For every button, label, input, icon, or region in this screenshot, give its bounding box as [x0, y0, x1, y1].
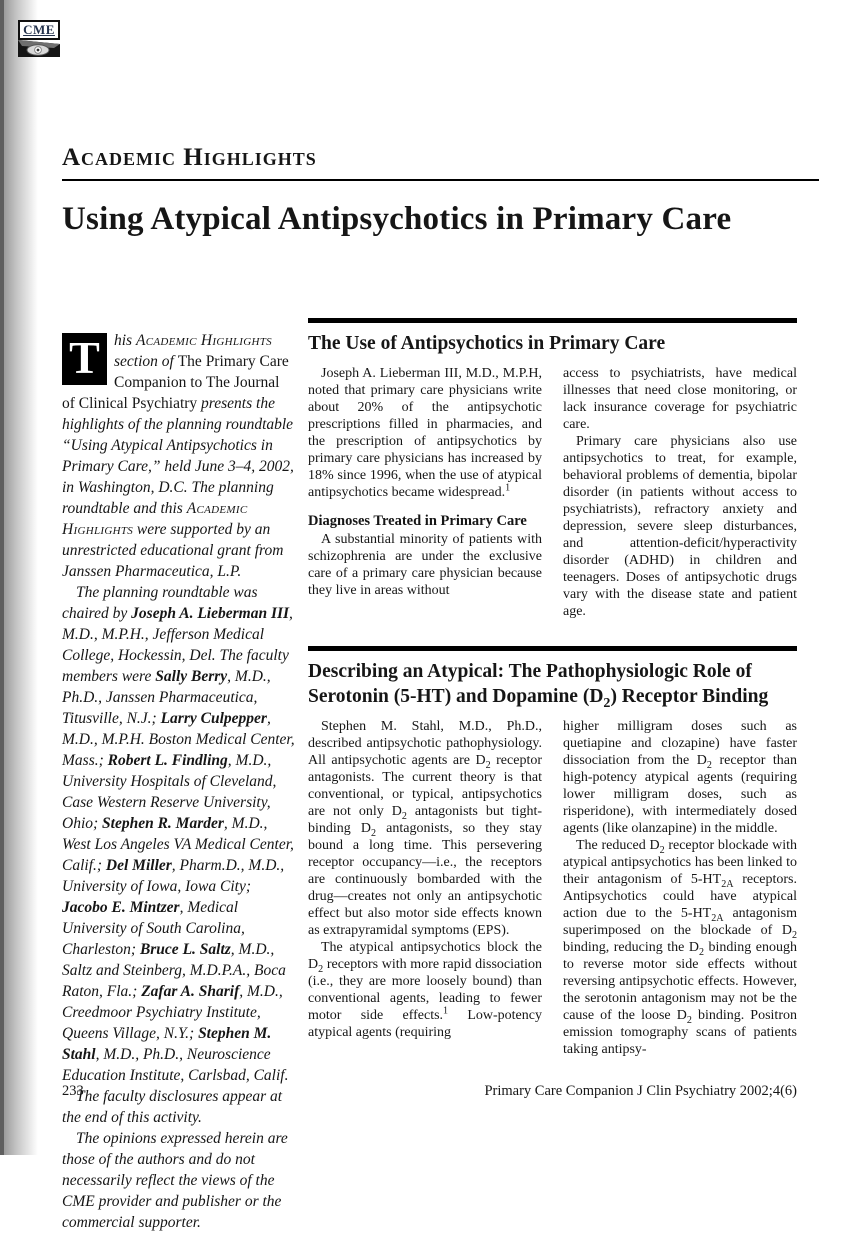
cme-eye-icon [18, 40, 60, 57]
main-content [308, 318, 797, 1058]
paragraph-schizophrenia: A substantial minority of patients with schizophrenia are under the exclusive care of a primary care physician because they live in areas without [308, 532, 542, 598]
page-number: 233 [62, 1083, 84, 1099]
section-use-of-antipsychotics [308, 318, 797, 620]
paragraph-higher-doses: higher milligram doses such as quetiapine and clozapine) have faster dissociation from the $D_2$ receptor than high-potency atypical agents (requiring lower milligram doses, such as risperidone), with intermediately dosed agents (like olanzapine) in the middle. [563, 719, 797, 836]
intro-paragraph-4: The opinions expressed herein are those of the authors and do not necessarily reflect the views of the CME provider and publisher or the commercial supporter. [62, 1130, 288, 1231]
section-2-title [308, 659, 797, 709]
scan-edge-gradient [0, 0, 38, 1155]
intro-paragraph-1 [62, 330, 296, 582]
section-2-column-2 [563, 718, 797, 1058]
section-1-column-1 [308, 365, 542, 620]
intro-paragraph-1-text: his Academic Highlights section of The Primary Care Companion to The Journal of Clinical Psychiatry presents the highlights of the planning roundtable “Using Atypical Antipsychotics in Primary Care,” held June 3–4, 2002, in Washington, D.C. The planning roundtable and this Academic Highlights were supported by an unrestricted educational grant from Janssen Pharmaceutica, L.P. [62, 332, 294, 580]
paragraph-lieberman: Joseph A. Lieberman III, M.D., M.P.H, noted that primary care physicians write about 20% of the antipsychotic prescriptions filled in pharmacies, and the prescription of antipsychotics by primary care physicians has increased by 18% since 1996, when the use of atypical antipsychotics became widespread.$^1$ [308, 366, 542, 500]
section-divider-bar [308, 318, 797, 323]
section-2-columns [308, 718, 797, 1058]
section-1-columns [308, 365, 797, 620]
section-1-title-line: The Use of Antipsychotics in Primary Care [308, 333, 666, 354]
paragraph-access: access to psychiatrists, have medical illnesses that need close monitoring, or lack insurance coverage for psychiatric care. [563, 366, 797, 432]
page-footer [62, 1083, 797, 1100]
paragraph-reduced-blockade: The reduced $D_2$ receptor blockade with atypical antipsychotics has been linked to their antagonism of $5-HT_{2A}$ receptors. Antipsychotics could have atypical action due to the $5-HT_{2A}$ antagonism superimposed on the blockade of $D_2$ binding, reducing the $D_2$ binding enough to reverse motor side effects without reversing antipsychotic effects. However, the serotonin antagonism may not be the cause of the loose $D_2$ binding. Positron emission tomography scans of patients taking antipsy- [563, 838, 798, 1057]
cme-logo-label: CME [18, 20, 60, 40]
journal-reference: Primary Care Companion J Clin Psychiatry 2002;4(6) [484, 1083, 797, 1099]
section-1-title [308, 331, 797, 356]
article-title: Using Atypical Antipsychotics in Primary Care [62, 201, 732, 237]
paragraph-atypical-block: The atypical antipsychotics block the $D_2$ receptors with more rapid dissociation (i.e., they are more loosely bound) than conventional agents, leading to fewer motor side effects.$^1$ Low-potency atypical agents (requiring [308, 940, 542, 1040]
masthead [62, 144, 819, 238]
paragraph-stahl: Stephen M. Stahl, M.D., Ph.D., described antipsychotic pathophysiology. All antipsychotic agents are $D_2$ receptor antagonists. The current theory is that conventional, or typical, antipsychotics are not only $D_2$ antagonists but tight-binding $D_2$ antagonists, so they stay bound a long time. This persevering receptor occupancy—i.e., the receptors are continuously bombarded with the drug—creates not only an antipsychotic effect but also motor side effects known as extrapyramidal symptoms (EPS). [308, 719, 542, 938]
intro-paragraph-3: The faculty disclosures appear at the end of this activity. [62, 1088, 283, 1126]
intro-paragraph-2: The planning roundtable was chaired by Joseph A. Lieberman III, M.D., M.P.H., Jefferson Medical College, Hockessin, Del. The faculty members were Sally Berry, M.D., Ph.D., Janssen Pharmaceutica, Titusville, N.J.; Larry Culpepper, M.D., M.P.H. Boston Medical Center, Mass.; Robert L. Findling, M.D., University Hospitals of Cleveland, Case Western Reserve University, Ohio; Stephen R. Marder, M.D., West Los Angeles VA Medical Center, Calif.; Del Miller, Pharm.D., M.D., University of Iowa, Iowa City; Jacobo E. Mintzer, Medical University of South Carolina, Charleston; Bruce L. Saltz, M.D., Saltz and Steinberg, M.D.P.A., Boca Raton, Fla.; Zafar A. Sharif, M.D., Creedmoor Psychiatry Institute, Queens Village, N.Y.; Stephen M. Stahl, M.D., Ph.D., Neuroscience Education Institute, Carlsbad, Calif. [62, 584, 295, 1084]
cme-logo [18, 20, 60, 57]
section-2-column-1 [308, 718, 542, 1058]
journal-section-eyebrow: Academic Highlights [62, 144, 819, 181]
section-2-title-line-2: Serotonin (5-HT) and Dopamine $(D_2)$ Receptor Binding [308, 686, 769, 711]
section-describing-an-atypical [308, 646, 797, 1058]
section-divider-bar [308, 646, 797, 651]
section-2-title-line-1: Describing an Atypical: The Pathophysiologic Role of [308, 661, 752, 682]
dropcap-letter: T [62, 333, 107, 385]
paragraph-other-uses: Primary care physicians also use antipsychotics to treat, for example, behavioral problems of dementia, bipolar disorder (in patients without access to psychiatrists), refractory anxiety and depression, severe sleep disturbances, and attention-deficit/hyperactivity disorder (ADHD) in children and teenagers. Doses of antipsychotic drugs vary with the disease state and patient age. [563, 434, 797, 619]
subsection-heading-diagnoses: Diagnoses Treated in Primary Care [308, 513, 527, 529]
section-1-column-2 [563, 365, 797, 620]
scan-edge-line [0, 0, 4, 1155]
